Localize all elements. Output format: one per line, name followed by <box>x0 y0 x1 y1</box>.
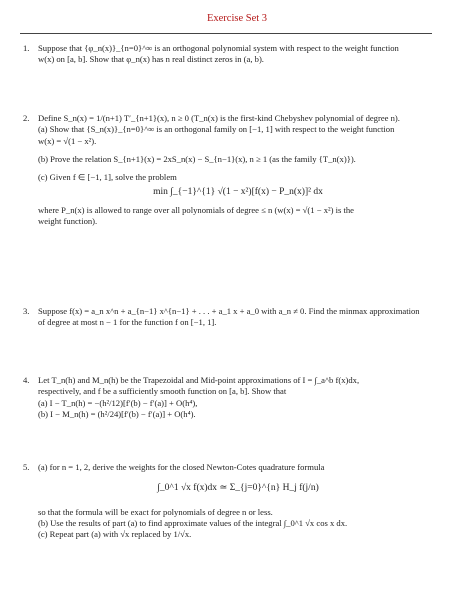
problem-number: 5. <box>23 462 30 472</box>
problem-number: 1. <box>23 43 30 53</box>
problem-5 <box>23 462 438 540</box>
page-title: Exercise Set 3 <box>206 13 268 24</box>
display-formula: min ∫_{−1}^{1} √(1 − x²)[f(x) − P_n(x)]² dx <box>153 187 323 198</box>
problem-line: (b) I − M_n(h) = (h²/24)[f′(b) − f′(a)] + O(h⁴). <box>38 408 196 419</box>
problem-line: (c) Given f ∈ [−1, 1], solve the problem <box>38 172 177 183</box>
problem-line: (a) I − T_n(h) = −(h²/12)[f′(b) − f′(a)] + O(h⁴), <box>38 397 198 408</box>
problem-1 <box>23 43 438 66</box>
problem-4 <box>23 375 438 420</box>
problem-line: (b) Use the results of part (a) to find approximate values of the integral ∫_0^1 √x cos x dx. <box>38 517 348 528</box>
problem-line: (b) Prove the relation S_{n+1}(x) = 2xS_n(x) − S_{n−1}(x), n ≥ 1 (as the family {T_n(x)}). <box>38 153 356 164</box>
problem-line: of degree at most n − 1 for the function f on [−1, 1]. <box>38 317 217 328</box>
problem-line: (a) for n = 1, 2, derive the weights for the closed Newton-Cotes quadrature formula <box>38 462 325 472</box>
problem-number: 2. <box>23 113 30 123</box>
problem-line: Define S_n(x) = 1/(n+1) T′_{n+1}(x), n ≥ 0 (T_n(x) is the first-kind Chebyshev polynomial of degree n). <box>38 113 400 123</box>
problem-line: (a) Show that {S_n(x)}_{n=0}^∞ is an orthogonal family on [−1, 1] with respect to the weight function <box>38 124 395 135</box>
problem-line: Suppose f(x) = a_n x^n + a_{n−1} x^{n−1} + . . . + a_1 x + a_0 with a_n ≠ 0. Find the minmax approximation <box>38 306 420 316</box>
problem-2 <box>23 113 438 227</box>
problem-number: 3. <box>23 306 30 316</box>
problem-line: Let T_n(h) and M_n(h) be the Trapezoidal and Mid-point approximations of I = ∫_a^b f(x)dx, <box>38 375 360 385</box>
problem-line: Suppose that {φ_n(x)}_{n=0}^∞ is an orthogonal polynomial system with respect to the weight function <box>38 43 399 53</box>
problem-line: so that the formula will be exact for polynomials of degree n or less. <box>38 506 273 517</box>
problem-line: respectively, and f be a sufficiently smooth function on [a, b]. Show that <box>38 386 287 397</box>
problem-line: w(x) = √(1 − x²). <box>38 135 97 146</box>
problem-line: where P_n(x) is allowed to range over all polynomials of degree ≤ n (w(x) = √(1 − x²) is the <box>38 204 354 215</box>
problem-number: 4. <box>23 375 30 385</box>
problem-3 <box>23 306 438 329</box>
title-rule <box>20 33 432 34</box>
problem-line: weight function). <box>38 216 98 227</box>
problem-line: w(x) on [a, b]. Show that φ_n(x) has n real distinct zeros in (a, b). <box>38 54 264 65</box>
problem-line: (c) Repeat part (a) with √x replaced by 1/√x. <box>38 529 192 540</box>
display-formula: ∫_0^1 √x f(x)dx ≃ Σ_{j=0}^{n} H_j f(j/n) <box>157 483 319 494</box>
